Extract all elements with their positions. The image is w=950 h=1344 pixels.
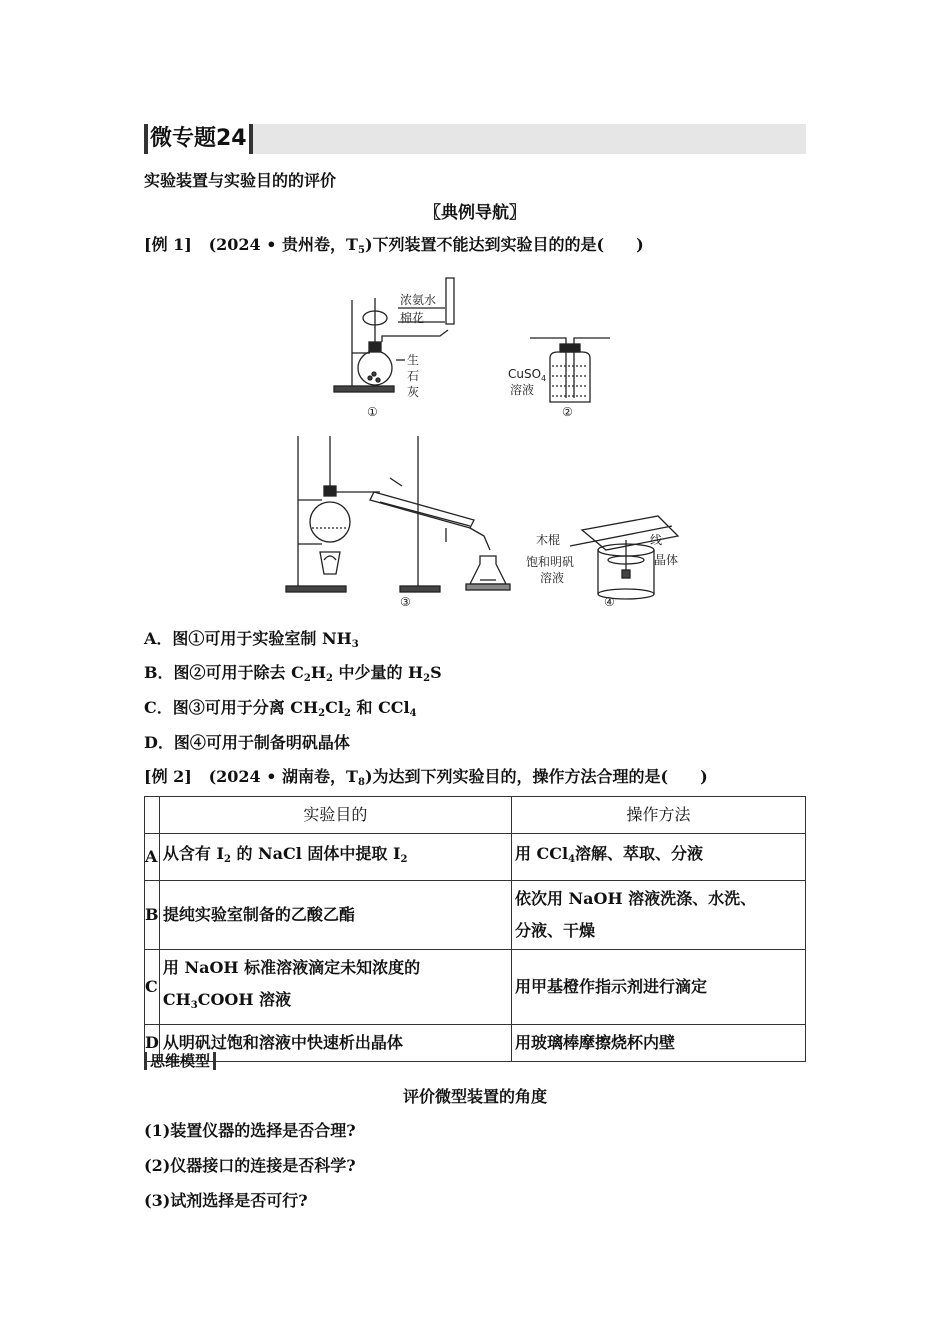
topic-badge: 微专题24 (144, 124, 253, 154)
figure4-label-crystal: 晶体 (654, 553, 679, 567)
figure1-label-lime-2: 石 (407, 369, 420, 383)
figure2-label-cuso4: CuSO$_4$ (508, 367, 547, 383)
apparatus-figure (270, 260, 690, 620)
figure1-label-lime-3: 灰 (407, 385, 420, 399)
option-a: A．图①可用于实验室制 $NH_3$ (144, 629, 359, 650)
figure1-number: ① (367, 405, 378, 419)
figure1-label-ammonia-water: 浓氨水 (400, 293, 437, 307)
model-item-1: (1)装置仪器的选择是否合理? (144, 1121, 356, 1140)
figure2-washing-bottle (530, 338, 610, 402)
example1-source: (2024 • 贵州卷，T (208, 235, 358, 254)
header-method: 操作方法 (511, 797, 805, 834)
model-tag: 思维模型 (144, 1052, 216, 1070)
table-header-row (145, 797, 806, 834)
figure3-distillation-apparatus (286, 436, 510, 592)
table-row: C 用 NaOH 标准溶液滴定未知浓度的 $CH_3COOH$ 溶液 用甲基橙作指示剂进行滴定 (145, 950, 806, 1025)
option-d: D．图④可用于制备明矾晶体 (144, 733, 350, 752)
model-item-2: (2)仪器接口的连接是否科学? (144, 1156, 356, 1175)
figure4-label-saturated-alum: 饱和明矾 (526, 555, 575, 569)
figure4-label-thread: 线 (650, 533, 663, 547)
header-purpose: 实验目的 (159, 797, 511, 834)
figure4-label-solution: 溶液 (540, 571, 565, 585)
figure4-number: ④ (604, 595, 615, 609)
figure2-label-solution: 溶液 (510, 383, 535, 397)
table-row: A 从含有 $I_2$ 的 NaCl 固体中提取 $I_2$ 用 CCl$_4$溶解、萃取、分液 (145, 834, 806, 881)
example1-question (144, 232, 644, 256)
figure4-label-stick: 木棍 (536, 533, 561, 547)
figure2-number: ② (562, 405, 573, 419)
section-heading: 〖典例导航〗 (424, 203, 526, 223)
model-title: 评价微型装置的角度 (402, 1087, 547, 1106)
example1-source-sub: 5 (357, 245, 365, 256)
figure1-label-cotton: 棉花 (400, 311, 425, 325)
example1-tag: [例 1] (144, 235, 192, 254)
table-row: D 从明矾过饱和溶液中快速析出晶体 用玻璃棒摩擦烧杯内壁 (145, 1025, 806, 1062)
option-b: B．图②可用于除去 $C_2H_2$ 中少量的 $H_2S$ (144, 663, 442, 684)
example2-question: [例 2] (2024 • 湖南卷，$T_8$)为达到下列实验目的，操作方法合理的是( ) (144, 767, 708, 788)
figure3-number: ③ (400, 595, 411, 609)
example2-table (144, 796, 806, 1062)
example1-question-text: )下列装置不能达到实验目的的是( ) (364, 235, 644, 254)
option-c: C．图③可用于分离 $CH_2Cl_2$ 和 CCl$_4$ (144, 698, 417, 719)
figure1-label-lime-1: 生 (407, 353, 420, 367)
topic-subtitle: 实验装置与实验目的的评价 (144, 171, 337, 190)
model-item-3: (3)试剂选择是否可行? (144, 1191, 308, 1210)
example2-tag: [例 2] (144, 767, 192, 786)
table-row: B 提纯实验室制备的乙酸乙酯 依次用 NaOH 溶液洗涤、水洗、 分液、干燥 (145, 881, 806, 950)
